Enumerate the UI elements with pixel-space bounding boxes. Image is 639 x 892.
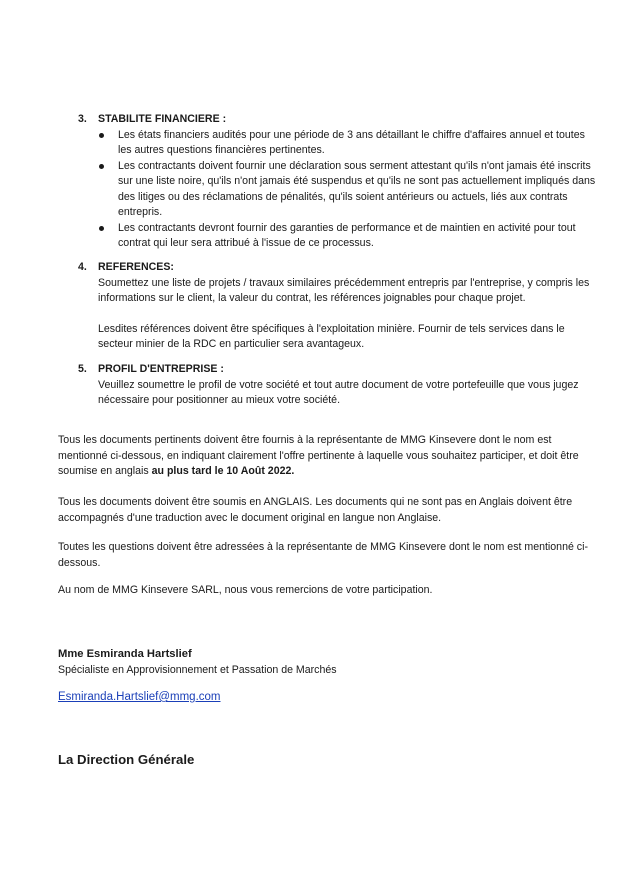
body-paragraph-submission xyxy=(58,433,598,480)
section-title: PROFIL D'ENTREPRISE : xyxy=(98,363,224,375)
section-company-profile xyxy=(78,362,598,409)
section-number: 5. xyxy=(78,363,87,375)
bullet-item: Les contractants doivent fournir une déclaration sous serment attestant qu'ils n'ont jamais été inscrits sur une liste noire, qu'ils n'ont jamais été suspendus et qu'ils ne sont pas actuellement impliqués dans des litiges ou des réclamations de pénalités, qu'ils soient antérieurs ou actuels, liés aux contrats entrepris. xyxy=(118,159,598,221)
email-link[interactable]: Esmiranda.Hartslief@mmg.com xyxy=(58,691,221,703)
signatory-name: Mme Esmiranda Hartslief xyxy=(58,648,192,660)
section-paragraph: Lesdites références doivent être spécifiques à l'exploitation minière. Fournir de tels services dans le secteur minier de la RDC en particulier sera avantageux. xyxy=(98,322,565,350)
submission-text: Tous les documents pertinents doivent être fournis à la représentante de MMG Kinsevere dont le nom est mentionné ci-dessous, en indiquant clairement l'offre pertinente à laquelle vous souhaitez participer, et doit être soumise en anglais xyxy=(58,434,579,477)
section-references xyxy=(78,260,598,353)
section-financial-stability xyxy=(78,112,598,252)
direction-generale: La Direction Générale xyxy=(58,752,195,767)
bullet-item: Les états financiers audités pour une période de 3 ans détaillant le chiffre d'affaires annuel et toutes les autres questions financières pertinentes. xyxy=(118,128,598,159)
section-heading xyxy=(78,362,598,378)
signatory-title: Spécialiste en Approvisionnement et Passation de Marchés xyxy=(58,663,337,676)
bullet-item: Les contractants devront fournir des garanties de performance et de maintien en activité pour tout contrat qui leur sera attribué à l'issue de ce processus. xyxy=(118,221,598,252)
section-number: 3. xyxy=(78,113,87,125)
body-paragraph-questions: Toutes les questions doivent être adressées à la représentante de MMG Kinsevere dont le nom est mentionné ci-dessous. xyxy=(58,541,588,569)
section-heading xyxy=(78,260,598,276)
section-heading xyxy=(78,112,598,128)
section-title: REFERENCES: xyxy=(98,261,174,273)
section-number: 4. xyxy=(78,261,87,273)
section-title: STABILITE FINANCIERE : xyxy=(98,113,227,125)
section-paragraph: Veuillez soumettre le profil de votre société et tout autre document de votre portefeuille que vous jugez nécessaire pour positionner au mieux votre société. xyxy=(98,378,579,406)
signature-block xyxy=(58,647,337,706)
body-paragraph-language: Tous les documents doivent être soumis en ANGLAIS. Les documents qui ne sont pas en Anglais doivent être accompagnés d'une traduction avec le document original en langue non Anglaise. xyxy=(58,496,573,524)
bullet-list xyxy=(78,128,598,252)
body-paragraph-thanks: Au nom de MMG Kinsevere SARL, nous vous remercions de votre participation. xyxy=(58,584,433,596)
section-paragraph: Soumettez une liste de projets / travaux similaires précédemment entrepris par l'entreprise, y compris les informations sur le client, la valeur du contrat, les références joignables pour chaque projet. xyxy=(98,276,590,304)
deadline-text: au plus tard le 10 Août 2022. xyxy=(151,465,295,477)
